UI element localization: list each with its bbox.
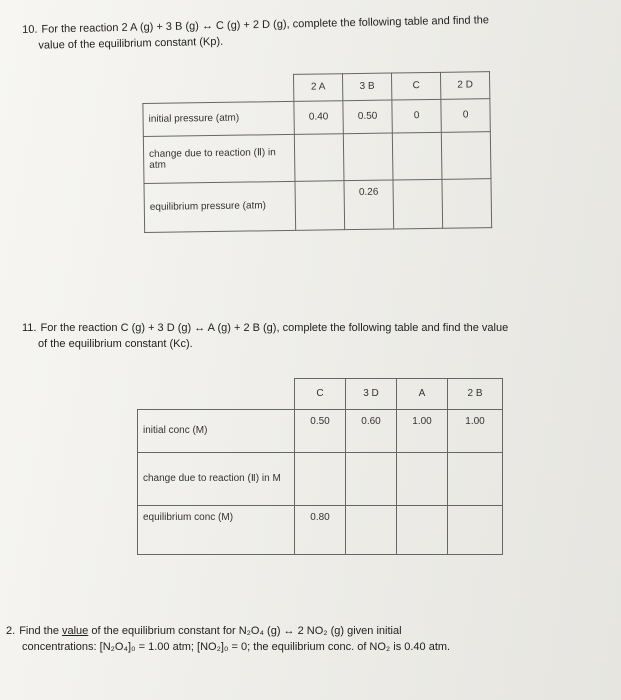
table-cell: [397, 505, 448, 554]
question-10-line2: value of the equilibrium constant (Kp).: [38, 35, 224, 52]
table-cell: [448, 452, 503, 505]
question-10-prompt: [22, 10, 613, 54]
row-label: initial conc (M): [138, 409, 295, 452]
table-cell: [346, 452, 397, 505]
table-cell: 1.00: [397, 409, 448, 452]
table-cell: 0.50: [295, 409, 346, 452]
header-cell: 3 D: [346, 379, 397, 410]
table-cell: [448, 505, 503, 554]
header-cell: C: [295, 379, 346, 410]
header-cell: 2 A: [293, 74, 342, 101]
row-label: change due to reaction (Ⅱ) in atm: [143, 134, 295, 183]
question-11-prompt: [22, 320, 620, 352]
header-cell: 2 B: [448, 379, 503, 410]
question-2-number: 2.: [6, 625, 16, 637]
header-cell: 2 D: [440, 72, 489, 99]
table-cell: [295, 452, 346, 505]
table-cell: [294, 133, 344, 181]
question-2-underlined-word: value: [62, 625, 89, 637]
table-cell: 0.26: [344, 180, 394, 230]
table-cell: [346, 505, 397, 554]
table-cell: 0: [441, 98, 490, 132]
question-11-line2: of the equilibrium constant (Kc).: [38, 338, 193, 350]
question-2-prompt: [6, 623, 618, 655]
question-11-line1: For the reaction C (g) + 3 D (g) ↔ A (g) + 2 B (g), complete the following table and find the value: [40, 322, 509, 334]
table-cell: 0.60: [346, 409, 397, 452]
table-header-row: [138, 379, 503, 410]
row-label: equilibrium conc (M): [138, 505, 295, 554]
table-cell: [441, 131, 491, 179]
question-10-line1: For the reaction 2 A (g) + 3 B (g) ↔ C (g) + 2 D (g), complete the following table and find the: [41, 14, 490, 36]
question-10-number: 10.: [22, 23, 38, 36]
question-10-table: [142, 71, 492, 232]
table-row: [143, 98, 490, 136]
header-cell: A: [397, 379, 448, 410]
table-cell: 1.00: [448, 409, 503, 452]
table-row: [143, 131, 491, 183]
table-row: [144, 178, 492, 232]
table-row: [138, 452, 503, 505]
question-2-line2: concentrations: [N₂O₄]₀ = 1.00 atm; [NO₂]₀ = 0; the equilibrium conc. of NO₂ is 0.40 atm.: [22, 641, 451, 653]
row-label: change due to reaction (Ⅱ) in M: [138, 452, 295, 505]
table-corner: [138, 379, 295, 410]
table-cell: [392, 132, 442, 180]
question-11-table: [137, 378, 503, 555]
table-cell: 0: [392, 99, 441, 133]
table-cell: [393, 179, 443, 229]
question-2-post: of the equilibrium constant for N₂O₄ (g) ↔ 2 NO₂ (g) given initial: [91, 625, 402, 637]
table-cell: [343, 133, 393, 181]
row-label: equilibrium pressure (atm): [144, 181, 296, 232]
table-cell: [397, 452, 448, 505]
table-cell: 0.50: [343, 100, 392, 134]
table-cell: [442, 178, 492, 228]
question-11-number: 11.: [22, 322, 37, 334]
row-label: initial pressure (atm): [143, 101, 294, 136]
table-cell: [295, 180, 345, 230]
question-2-pre: Find the: [19, 625, 59, 637]
table-corner: [143, 74, 294, 103]
header-cell: C: [391, 72, 440, 99]
table-row: [138, 505, 503, 554]
table-row: [138, 409, 503, 452]
header-cell: 3 B: [342, 73, 391, 100]
table-cell: 0.40: [294, 100, 343, 134]
table-cell: 0.80: [295, 505, 346, 554]
